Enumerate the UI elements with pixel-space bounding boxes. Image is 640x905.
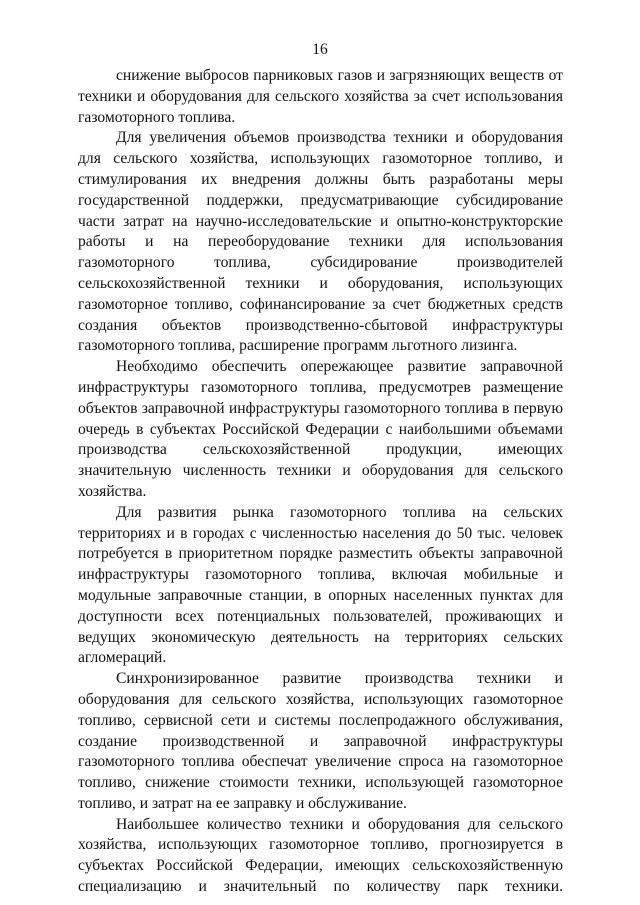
document-body (78, 66, 563, 898)
paragraph-regional-forecast: Наибольшее количество техники и оборудования для сельского хозяйства, использующих газомоторное топливо, прогнозируется в субъектах Российской Федерации, имеющих сельскохозяйственную специализацию и значительный по количеству парк техники. (78, 815, 563, 896)
paragraph-rural-market-development: Для развития рынка газомоторного топлива на сельских территориях и в городах с численностью населения до 50 тыс. человек потребуется в приоритетном порядке разместить объекты заправочной инфраструктуры газомоторного топлива, включая мобильные и модульные заправочные станции, в опорных населенных пунктах для доступности всех потенциальных пользователей, проживающих и ведущих экономическую деятельность на территориях сельских агломераций. (78, 503, 563, 667)
paragraph-emissions-reduction: снижение выбросов парниковых газов и загрязняющих веществ от техники и оборудования для сельского хозяйства за счет использования газомоторного топлива. (78, 67, 563, 126)
paragraph-fueling-infrastructure: Необходимо обеспечить опережающее развитие заправочной инфраструктуры газомоторного топлива, предусмотрев размещение объектов заправочной инфраструктуры газомоторного топлива в первую очередь в субъектах Российской Федерации с наибольшими объемами производства сельскохозяйственной продукции, имеющих значительную численность техники и оборудования для сельского хозяйства. (78, 358, 563, 500)
paragraph-state-support-measures: Для увеличения объемов производства техники и оборудования для сельского хозяйства, использующих газомоторное топливо, и стимулирования их внедрения должны быть разработаны меры государственной поддержки, предусматривающие субсидирование части затрат на научно-исследовательские и опытно-конструкторские работы и на переоборудование техники для использования газомоторного топлива, субсидирование производителей сельскохозяйственной техники и оборудования, использующих газомоторное топливо, софинансирование за счет бюджетных средств создания объектов производственно-сбытовой инфраструктуры газомоторного топлива, расширение программ льготного лизинга. (78, 129, 563, 355)
paragraph-synchronized-development: Синхронизированное развитие производства техники и оборудования для сельского хозяйства, использующих газомоторное топливо, сервисной сети и системы послепродажного обслуживания, создание производственной и заправочной инфраструктуры газомоторного топлива обеспечат увеличение спроса на газомоторное топливо, снижение стоимости техники, использующей газомоторное топливо, и затрат на ее заправку и обслуживание. (78, 670, 563, 812)
page-number: 16 (312, 41, 328, 58)
